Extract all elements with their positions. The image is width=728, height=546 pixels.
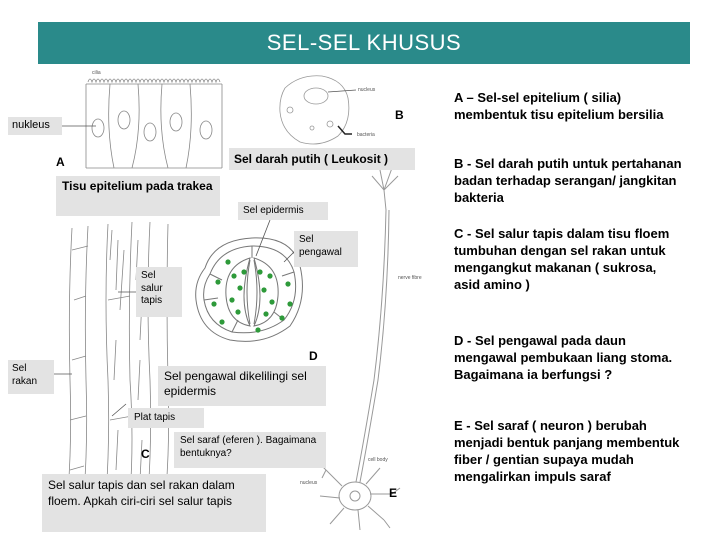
leukocyte-drawing (280, 76, 356, 144)
stoma-drawing (196, 238, 303, 342)
bacteria-tiny-label: bacteria (357, 132, 375, 138)
description-a: A – Sel-sel epitelium ( silia) membentuk tisu epitelium bersilia (454, 90, 664, 122)
cilia-tiny-label: cilia (92, 70, 101, 76)
guard-cell-label: Sel pengawal (294, 231, 358, 267)
sieve-tube-label: Sel salur tapis (136, 267, 182, 317)
letter-b: B (395, 108, 404, 122)
letter-d: D (309, 349, 318, 363)
nerve-cell-label: Sel saraf (eferen ). Bagaimana bentuknya? (174, 432, 326, 468)
nucleus-tiny-label: nucleus (358, 87, 376, 93)
page-title: SEL-SEL KHUSUS (266, 30, 462, 55)
companion-cell-label: Sel rakan (8, 360, 54, 394)
letter-c: C (141, 447, 150, 461)
phloem-label: Sel salur tapis dan sel rakan dalam floem. Apkah ciri-ciri sel salur tapis (42, 474, 266, 532)
leukocyte-label: Sel darah putih ( Leukosit ) (229, 148, 415, 170)
description-c: C - Sel salur tapis dalam tisu floem tumbuhan dengan sel rakan untuk mengangkut makanan ( sukrosa, asid amino ) (454, 226, 670, 292)
epidermis-label: Sel epidermis (238, 202, 328, 220)
epithelium-label: Tisu epitelium pada trakea (56, 176, 220, 216)
description-panel (446, 80, 686, 530)
description-e: E - Sel saraf ( neuron ) berubah menjadi bentuk panjang membentuk fiber / gentian supaya mudah mengalirkan impuls saraf (454, 418, 680, 484)
cell-body-tiny-label: cell body (368, 457, 388, 463)
guard-cells-surrounded-label: Sel pengawal dikelilingi sel epidermis (158, 366, 326, 406)
neuron-drawing (318, 168, 400, 530)
nerve-fibre-tiny-label: nerve fibre (398, 275, 422, 281)
description-d: D - Sel pengawal pada daun mengawal pembukaan liang stoma. Bagaimana ia berfungsi ? (454, 333, 673, 382)
letter-a: A (56, 155, 65, 169)
chloroplasts (211, 259, 292, 332)
nukleus-label: nukleus (8, 117, 62, 135)
sieve-plate-label: Plat tapis (128, 408, 204, 428)
neuron-nucleus-tiny-label: nucleus (300, 480, 318, 486)
letter-e: E (389, 486, 398, 500)
epithelium-drawing (62, 79, 222, 168)
description-b: B - Sel darah putih untuk pertahanan badan terhadap serangan/ jangkitan bakteria (454, 156, 682, 205)
